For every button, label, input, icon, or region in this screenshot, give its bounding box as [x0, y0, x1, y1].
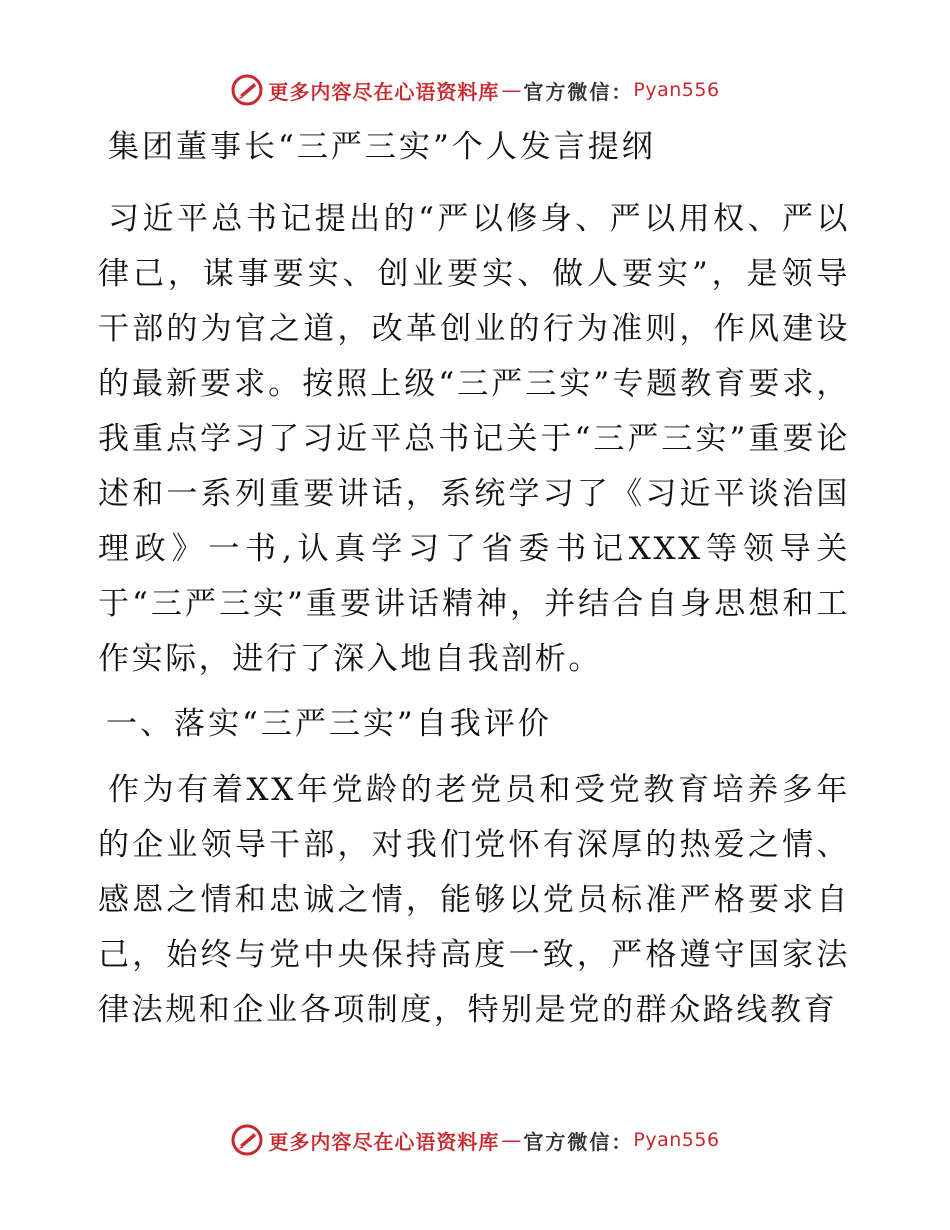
brand-logo-icon: [230, 1123, 264, 1157]
intro-paragraph: 习近平总书记提出的“严以修身、严以用权、严以律己，谋事要实、创业要实、做人要实”，是领导干部的为官之道，改革创业的行为准则，作风建设的最新要求。按照上级“三严三实”专题教育要求，我重点学习了习近平总书记关于“三严三实”重要论述和一系列重要讲话，系统学习了《习近平谈治国理政》一书,认真学习了省委书记XXX等领导关于“三严三实”重要讲话精神，并结合自身思想和工作实际，进行了深入地自我剖析。: [98, 201, 850, 677]
watermark-dash: —: [501, 1128, 522, 1152]
watermark-wechat-label: 官方微信：: [523, 79, 634, 104]
document-body: [98, 118, 850, 1038]
watermark-account: Pyan556: [633, 79, 720, 101]
watermark-dash: —: [501, 78, 522, 102]
watermark-account: Pyan556: [633, 1129, 720, 1151]
brand-logo-icon: [230, 73, 264, 107]
watermark-banner-bottom: [0, 1120, 950, 1160]
watermark-wechat-label: 官方微信：: [523, 1129, 634, 1154]
watermark-brand: 更多内容尽在心语资料库: [268, 79, 500, 104]
section-heading: 一、落实“三严三实”自我评价: [106, 706, 552, 742]
watermark-brand: 更多内容尽在心语资料库: [268, 1129, 500, 1154]
section-paragraph: 作为有着XX年党龄的老党员和受党教育培养多年的企业领导干部，对我们党怀有深厚的热爱之情、感恩之情和忠诚之情，能够以党员标准严格要求自己，始终与党中央保持高度一致，严格遵守国家法律法规和企业各项制度，特别是党的群众路线教育: [98, 772, 850, 1028]
document-title: 集团董事长“三严三实”个人发言提纲: [108, 129, 656, 165]
watermark-banner-top: [0, 70, 950, 110]
